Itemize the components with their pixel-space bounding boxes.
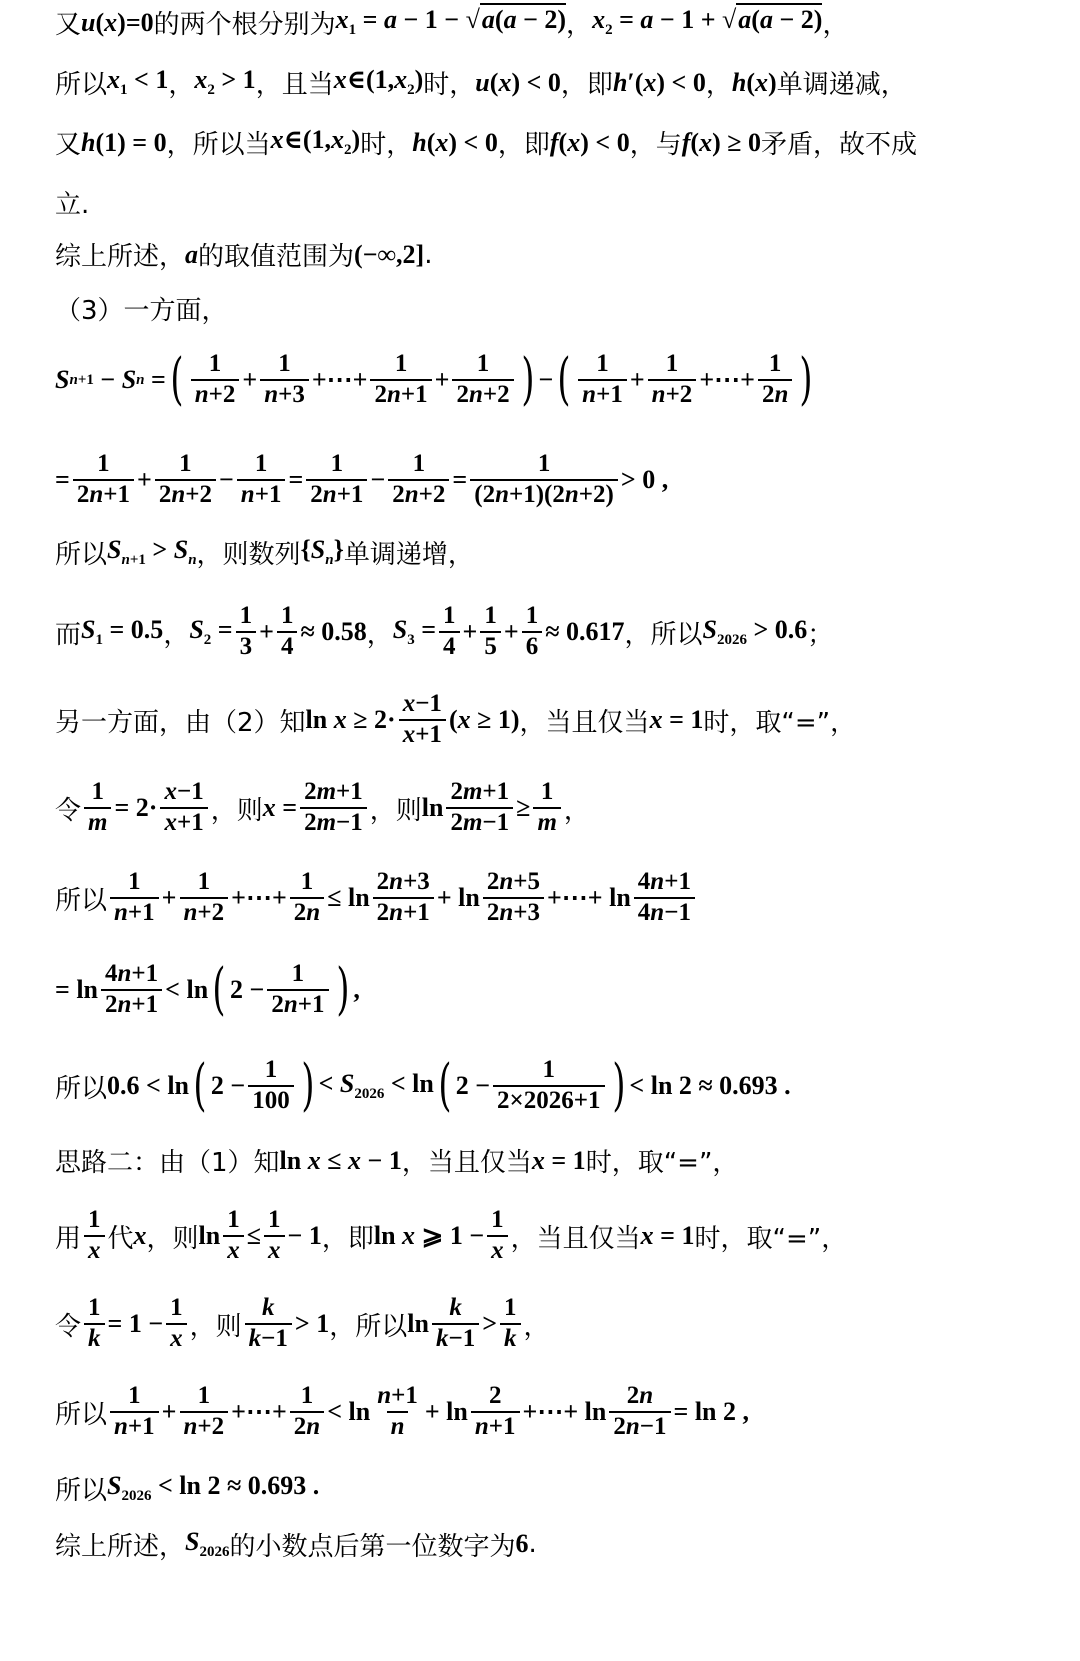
line-10: 而 $S_1 = 0.5$ ， $S_2$ = $\frac{1}{3}$ + $\frac{1}{4}$ ≈ 0.58 ， $S_3$ = $\frac{1}{4}$ + $\frac{1}{5}$ + $\frac{1}{6}$ ≈ 0.617 ，所以 $S_{2026} > 0.6$ ； [55, 602, 834, 660]
line-21: 综上所述， $S_{2026}$ 的小数点后第一位数字为 6 . [55, 1526, 537, 1562]
line-4: 立. [55, 190, 90, 220]
line-15: 所以 0.6 < ln ( 2 − $\frac{1}{100}$ ) < $S_{2026} < \ln$ ( 2 − $\frac{1}{2\times 2026+1}$ ) < ln 2 ≈ 0.693 . [55, 1053, 791, 1118]
line-13: 所以 $\frac{1}{n+1}$ + $\frac{1}{n+2}$ +⋯+ $\frac{1}{2n}$ ≤ ln $\frac{2n+3}{2n+1}$ + ln $\frac{2n+5}{2n+3}$ +⋯+ ln $\frac{4n+1}{4n-1}$ [55, 860, 1040, 936]
line-19: 所以 $\frac{1}{n+1}$ + $\frac{1}{n+2}$ +⋯+ $\frac{1}{2n}$ < ln $\frac{n+1}{n}$ + ln $\frac{2}{n+1}$ +⋯+ ln $\frac{2n}{2n-1}$ = ln 2 , [55, 1382, 749, 1440]
line-17: 用 $\frac{1}{x}$ 代 x ，则 ln $\frac{1}{x}$ ≤ $\frac{1}{x}$ − 1 ，即 ln x ⩾ 1 − $\frac{1}{x}$ ，当且仅当 x = 1 时，取“=”， [55, 1206, 848, 1264]
line-8: = $\frac{1}{2n+1}$ + $\frac{1}{2n+2}$ − $\frac{1}{n+1}$ = $\frac{1}{2n+1}$ − $\frac{1}{2n+2}$ = $\frac{1}{(2n+1)(2n+2)}$ > 0 , [55, 450, 669, 508]
line-6: （3）一方面， [55, 296, 228, 326]
line-20: 所以 $S_{2026} < \ln 2 \approx 0.693$ . [55, 1470, 320, 1506]
line-1: 又 u(x)=0 的两个根分别为 $x_1 = a - 1 - √a(a - 2)$ ， $x_2 = a - 1 + √a(a - 2)$ ， [55, 5, 849, 40]
line-16: 思路二：由（1）知 ln x ≤ x − 1 ，当且仅当 x = 1 时，取“=”， [55, 1145, 739, 1178]
line-12: 令 $\frac{1}{m}$ = 2· $\frac{x-1}{x+1}$ ，则 x = $\frac{2m+1}{2m-1}$ ，则 ln $\frac{2m+1}{2m-1}$ ≥ $\frac{1}{m}$ ， [55, 778, 590, 836]
line-5: 综上所述， a 的取值范围为 (−∞,2] . [55, 239, 433, 272]
line-3: 又 h(1) = 0 ，所以当 $x\in(1,x_2)$ 时， h(x) < 0 ，即 f(x) < 0 ，与 f(x) ≥ 0 矛盾，故不成 [55, 125, 918, 160]
line-14: = ln $\frac{4n+1}{2n+1}$ < ln ( 2 − $\frac{1}{2n+1}$ ) , [55, 957, 360, 1022]
line-9: 所以 $S_{n+1} > S_n$ ，则数列 $\{S_n\}$ 单调递增， [55, 534, 474, 570]
line-18: 令 $\frac{1}{k}$ = 1 − $\frac{1}{x}$ ，则 $\frac{k}{k-1}$ > 1 ，所以 ln $\frac{k}{k-1}$ > $\frac{1}{k}$ ， [55, 1294, 550, 1352]
line-11: 另一方面，由（2）知 ln x ≥ 2· $\frac{x-1}{x+1}$ (x ≥ 1) ，当且仅当 x = 1 时，取“=”， [55, 690, 857, 748]
line-7: S n+1 − S n = ( $\frac{1}{n+2}$ + $\frac{1}{n+3}$ +⋯+ $\frac{1}{2n+1}$ + $\frac{1}{2n+2}$ ) − ( $\frac{1}{n+1}$ + $\frac{1}{n+2}$ +⋯+ $\frac{1}{2n}$ ) [55, 347, 813, 412]
line-2: 所以 $x_1 < 1$ ， $x_2 > 1$ ，且当 $x\in(1,x_2)$ 时， u(x) < 0 ，即 h′(x) < 0 ， h(x) 单调递减， [55, 65, 907, 100]
